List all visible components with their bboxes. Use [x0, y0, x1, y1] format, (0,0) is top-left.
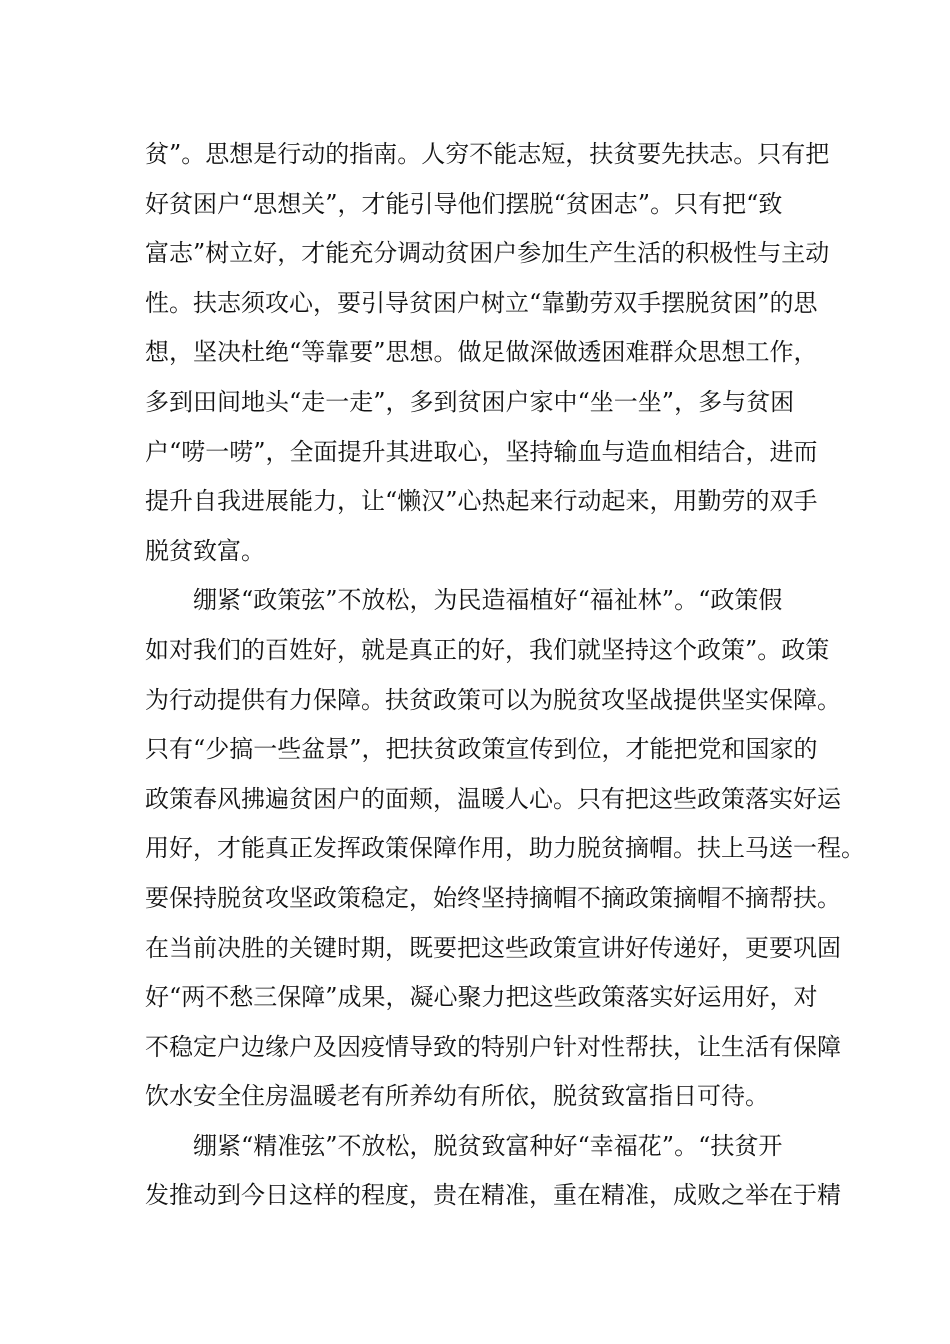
text-line: 好“两不愁三保障”成果，凝心聚力把这些政策落实好运用好，对 — [145, 983, 818, 1012]
text-line: 政策春风拂遍贫困户的面颊，温暖人心。只有把这些政策落实好运 — [145, 784, 841, 813]
text-line: 不稳定户边缘户及因疫情导致的特别户针对性帮扶，让生活有保障 — [145, 1032, 841, 1061]
text-line: 想，坚决杜绝“等靠要”思想。做足做深做透困难群众思想工作， — [145, 338, 818, 367]
text-line: 脱贫致富。 — [145, 536, 265, 565]
document-body — [145, 130, 865, 1221]
text-line: 只有“少搞一些盆景”，把扶贫政策宣传到位，才能把党和国家的 — [145, 735, 818, 764]
text-line: 富志”树立好，才能充分调动贫困户参加生产生活的积极性与主动 — [145, 239, 830, 268]
text-line: 用好，才能真正发挥政策保障作用，助力脱贫摘帽。扶上马送一程。 — [145, 834, 865, 863]
text-line: 为行动提供有力保障。扶贫政策可以为脱贫攻坚战提供坚实保障。 — [145, 685, 841, 714]
text-line: 绷紧“精准弦”不放松，脱贫致富种好“幸福花”。“扶贫开 — [193, 1131, 783, 1160]
text-line: 提升自我进展能力，让“懒汉”心热起来行动起来，用勤劳的双手 — [145, 487, 818, 516]
text-line: 绷紧“政策弦”不放松，为民造福植好“福祉林”。“政策假 — [193, 586, 783, 615]
text-line: 饮水安全住房温暖老有所养幼有所依，脱贫致富指日可待。 — [145, 1082, 769, 1111]
text-line: 在当前决胜的关键时期，既要把这些政策宣讲好传递好，更要巩固 — [145, 933, 841, 962]
text-line: 发推动到今日这样的程度，贵在精准，重在精准，成败之举在于精 — [145, 1181, 841, 1210]
text-line: 户“唠一唠”，全面提升其进取心，坚持输血与造血相结合，进而 — [145, 437, 818, 466]
text-line: 要保持脱贫攻坚政策稳定，始终坚持摘帽不摘政策摘帽不摘帮扶。 — [145, 883, 841, 912]
text-line: 多到田间地头“走一走”，多到贫困户家中“坐一坐”，多与贫困 — [145, 387, 795, 416]
text-line: 如对我们的百姓好，就是真正的好，我们就坚持这个政策”。政策 — [145, 635, 830, 664]
text-line: 好贫困户“思想关”，才能引导他们摆脱“贫困志”。只有把“致 — [145, 189, 783, 218]
text-line: 贫”。思想是行动的指南。人穷不能志短，扶贫要先扶志。只有把 — [145, 140, 830, 168]
text-line: 性。扶志须攻心，要引导贫困户树立“靠勤劳双手摆脱贫困”的思 — [145, 288, 818, 317]
